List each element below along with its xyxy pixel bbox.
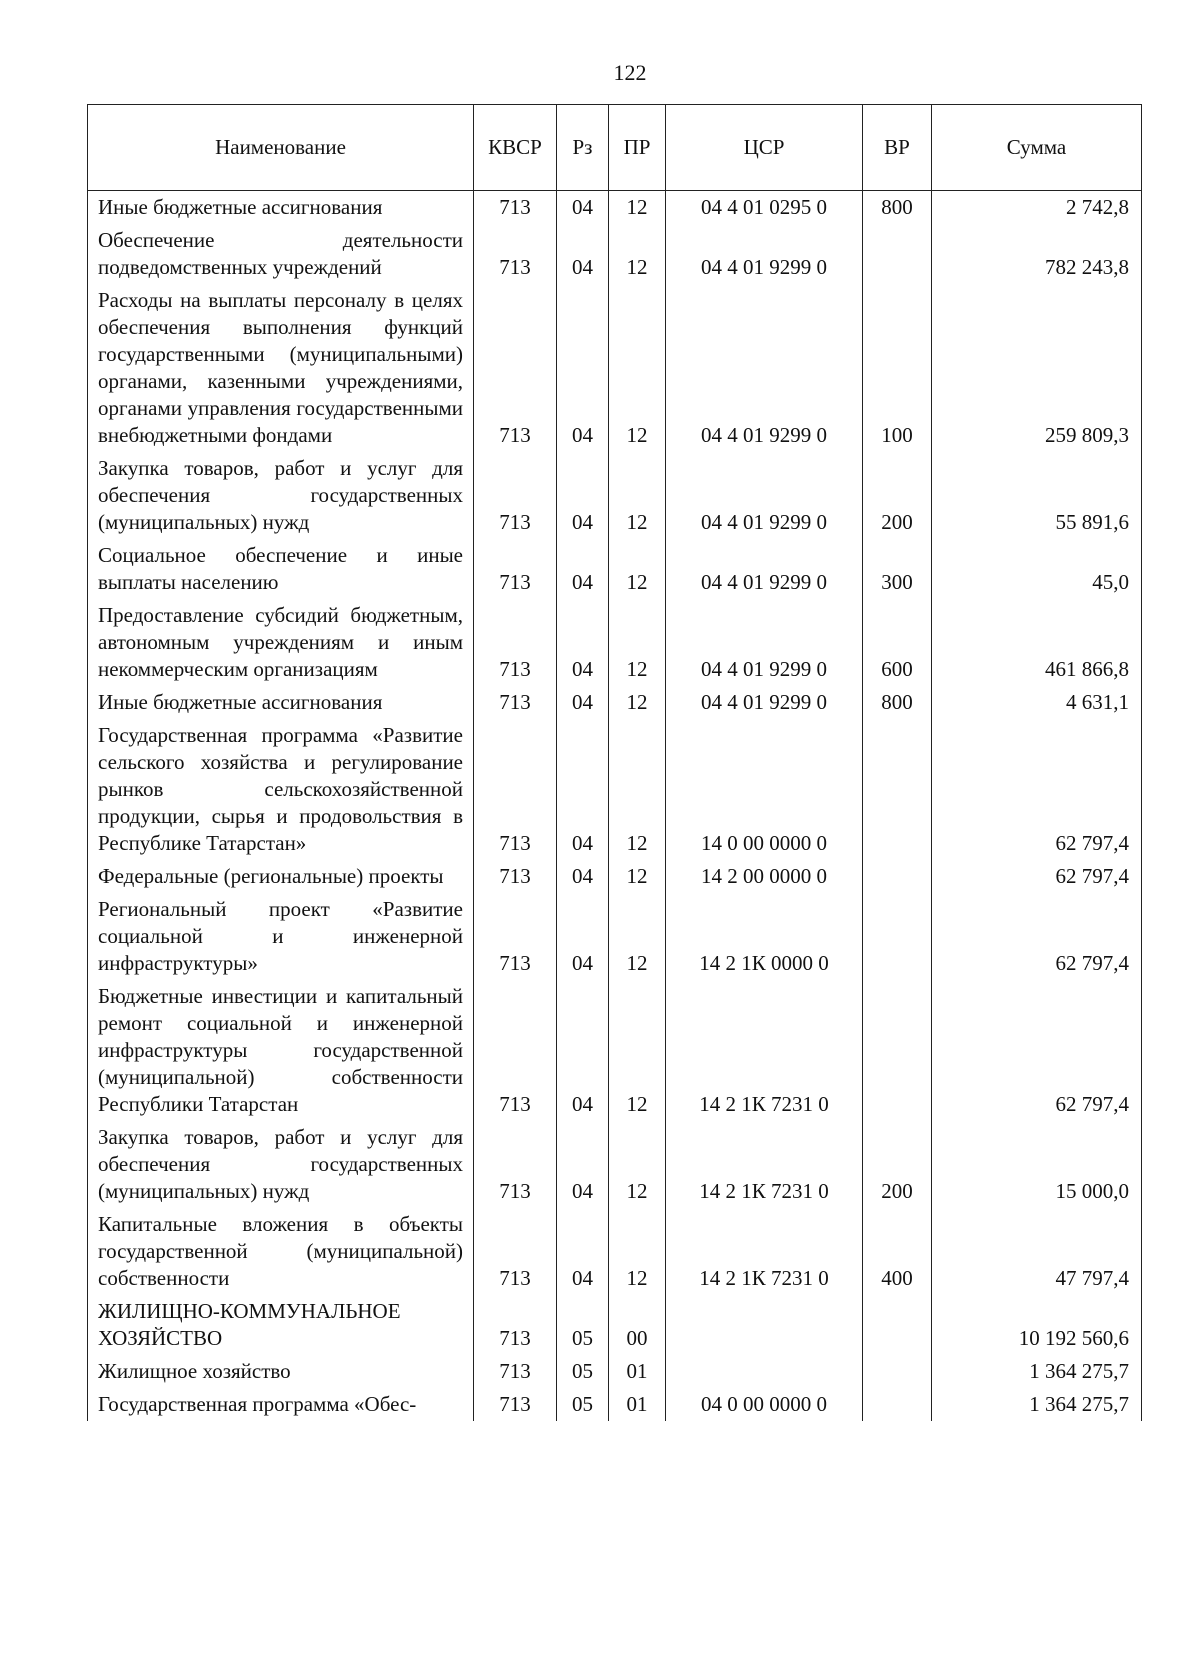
cell-name: Расходы на выплаты персоналу в целях обеспечения выполнения функций государственными (муниципальными) органами, казенными учреждениями, органами управления государственными внебюджетными фондами [88, 284, 474, 452]
cell-vr [863, 719, 932, 860]
cell-pr: 12 [609, 452, 666, 539]
col-header-vr: ВР [863, 105, 932, 191]
cell-rz: 04 [557, 719, 609, 860]
cell-pr: 12 [609, 1121, 666, 1208]
cell-csr: 04 4 01 9299 0 [666, 284, 863, 452]
cell-kvsr: 713 [474, 284, 557, 452]
cell-csr: 04 4 01 9299 0 [666, 224, 863, 284]
cell-sum: 62 797,4 [932, 860, 1142, 893]
table-row [88, 860, 1142, 893]
cell-pr: 12 [609, 599, 666, 686]
cell-sum: 62 797,4 [932, 893, 1142, 980]
table-row [88, 284, 1142, 452]
cell-pr: 12 [609, 893, 666, 980]
cell-csr: 14 2 1К 7231 0 [666, 980, 863, 1121]
cell-kvsr: 713 [474, 191, 557, 225]
cell-vr: 400 [863, 1208, 932, 1295]
header-row [88, 105, 1142, 191]
cell-rz: 04 [557, 1121, 609, 1208]
col-header-name: Наименование [88, 105, 474, 191]
table-row [88, 452, 1142, 539]
cell-name: Жилищное хозяйство [88, 1355, 474, 1388]
cell-kvsr: 713 [474, 1121, 557, 1208]
cell-vr: 800 [863, 191, 932, 225]
cell-name: Капитальные вложения в объекты государственной (муниципальной) собственности [88, 1208, 474, 1295]
cell-kvsr: 713 [474, 980, 557, 1121]
cell-vr: 600 [863, 599, 932, 686]
cell-csr [666, 1355, 863, 1388]
cell-rz: 04 [557, 284, 609, 452]
cell-pr: 12 [609, 191, 666, 225]
cell-pr: 12 [609, 719, 666, 860]
table-row [88, 980, 1142, 1121]
cell-kvsr: 713 [474, 893, 557, 980]
cell-name: Закупка товаров, работ и услуг для обеспечения государственных (муниципальных) нужд [88, 1121, 474, 1208]
cell-rz: 04 [557, 191, 609, 225]
table-body [88, 191, 1142, 1422]
budget-table [87, 104, 1142, 1421]
cell-vr [863, 980, 932, 1121]
cell-kvsr: 713 [474, 539, 557, 599]
col-header-sum: Сумма [932, 105, 1142, 191]
cell-csr: 04 4 01 9299 0 [666, 599, 863, 686]
cell-name: ЖИЛИЩНО-КОММУНАЛЬНОЕ ХОЗЯЙСТВО [88, 1295, 474, 1355]
cell-sum: 55 891,6 [932, 452, 1142, 539]
cell-name: Социальное обеспечение и иные выплаты населению [88, 539, 474, 599]
cell-sum: 10 192 560,6 [932, 1295, 1142, 1355]
cell-vr [863, 224, 932, 284]
cell-name: Государственная программа «Развитие сельского хозяйства и регулирование рынков сельскохозяйственной продукции, сырья и продовольствия в Республике Татарстан» [88, 719, 474, 860]
cell-csr: 04 0 00 0000 0 [666, 1388, 863, 1421]
cell-name: Региональный проект «Развитие социальной и инженерной инфраструктуры» [88, 893, 474, 980]
cell-rz: 04 [557, 599, 609, 686]
cell-csr: 04 4 01 9299 0 [666, 686, 863, 719]
cell-kvsr: 713 [474, 1355, 557, 1388]
table-row [88, 893, 1142, 980]
cell-sum: 47 797,4 [932, 1208, 1142, 1295]
cell-kvsr: 713 [474, 224, 557, 284]
table-row [88, 686, 1142, 719]
table-row [88, 1121, 1142, 1208]
table-row [88, 191, 1142, 225]
col-header-csr: ЦСР [666, 105, 863, 191]
cell-pr: 12 [609, 284, 666, 452]
cell-pr: 12 [609, 224, 666, 284]
cell-sum: 782 243,8 [932, 224, 1142, 284]
cell-pr: 12 [609, 980, 666, 1121]
cell-vr [863, 1295, 932, 1355]
cell-pr: 12 [609, 1208, 666, 1295]
cell-sum: 4 631,1 [932, 686, 1142, 719]
cell-csr [666, 1295, 863, 1355]
cell-kvsr: 713 [474, 1295, 557, 1355]
cell-csr: 14 2 1К 0000 0 [666, 893, 863, 980]
cell-rz: 05 [557, 1295, 609, 1355]
cell-sum: 62 797,4 [932, 719, 1142, 860]
cell-rz: 04 [557, 224, 609, 284]
cell-rz: 04 [557, 539, 609, 599]
cell-name: Закупка товаров, работ и услуг для обеспечения государственных (муниципальных) нужд [88, 452, 474, 539]
cell-sum: 15 000,0 [932, 1121, 1142, 1208]
cell-sum: 461 866,8 [932, 599, 1142, 686]
cell-vr: 200 [863, 452, 932, 539]
cell-name: Федеральные (региональные) проекты [88, 860, 474, 893]
cell-pr: 12 [609, 860, 666, 893]
cell-vr: 200 [863, 1121, 932, 1208]
cell-rz: 05 [557, 1388, 609, 1421]
cell-rz: 04 [557, 452, 609, 539]
cell-vr: 800 [863, 686, 932, 719]
cell-sum: 62 797,4 [932, 980, 1142, 1121]
cell-pr: 01 [609, 1388, 666, 1421]
table-row [88, 599, 1142, 686]
cell-rz: 04 [557, 1208, 609, 1295]
table-row [88, 1388, 1142, 1421]
cell-name: Обеспечение деятельности подведомственных учреждений [88, 224, 474, 284]
cell-rz: 04 [557, 686, 609, 719]
cell-pr: 12 [609, 539, 666, 599]
cell-pr: 01 [609, 1355, 666, 1388]
col-header-rz: Рз [557, 105, 609, 191]
cell-csr: 14 2 00 0000 0 [666, 860, 863, 893]
cell-vr: 300 [863, 539, 932, 599]
table-row [88, 1208, 1142, 1295]
page-number: 122 [613, 60, 647, 85]
cell-name: Иные бюджетные ассигнования [88, 686, 474, 719]
table-header [88, 105, 1142, 191]
table-row [88, 539, 1142, 599]
col-header-pr: ПР [609, 105, 666, 191]
cell-kvsr: 713 [474, 599, 557, 686]
cell-kvsr: 713 [474, 1388, 557, 1421]
table-row [88, 1355, 1142, 1388]
cell-name: Предоставление субсидий бюджетным, автономным учреждениям и иным некоммерческим организациям [88, 599, 474, 686]
cell-sum: 259 809,3 [932, 284, 1142, 452]
cell-kvsr: 713 [474, 452, 557, 539]
cell-vr: 100 [863, 284, 932, 452]
cell-name: Иные бюджетные ассигнования [88, 191, 474, 225]
cell-csr: 04 4 01 9299 0 [666, 539, 863, 599]
col-header-kvsr: КВСР [474, 105, 557, 191]
cell-pr: 00 [609, 1295, 666, 1355]
cell-csr: 04 4 01 9299 0 [666, 452, 863, 539]
cell-csr: 14 0 00 0000 0 [666, 719, 863, 860]
cell-kvsr: 713 [474, 860, 557, 893]
cell-kvsr: 713 [474, 719, 557, 860]
table-row [88, 1295, 1142, 1355]
cell-pr: 12 [609, 686, 666, 719]
table-row [88, 719, 1142, 860]
cell-vr [863, 1388, 932, 1421]
cell-name: Государственная программа «Обес- [88, 1388, 474, 1421]
cell-kvsr: 713 [474, 686, 557, 719]
cell-csr: 04 4 01 0295 0 [666, 191, 863, 225]
cell-rz: 04 [557, 860, 609, 893]
cell-vr [863, 1355, 932, 1388]
cell-sum: 1 364 275,7 [932, 1388, 1142, 1421]
cell-sum: 1 364 275,7 [932, 1355, 1142, 1388]
cell-vr [863, 860, 932, 893]
table-row [88, 224, 1142, 284]
cell-vr [863, 893, 932, 980]
cell-sum: 2 742,8 [932, 191, 1142, 225]
cell-csr: 14 2 1К 7231 0 [666, 1208, 863, 1295]
cell-csr: 14 2 1К 7231 0 [666, 1121, 863, 1208]
cell-sum: 45,0 [932, 539, 1142, 599]
cell-name: Бюджетные инвестиции и капитальный ремонт социальной и инженерной инфраструктуры государственной (муниципальной) собственности Республики Татарстан [88, 980, 474, 1121]
cell-rz: 04 [557, 980, 609, 1121]
cell-kvsr: 713 [474, 1208, 557, 1295]
cell-rz: 04 [557, 893, 609, 980]
cell-rz: 05 [557, 1355, 609, 1388]
